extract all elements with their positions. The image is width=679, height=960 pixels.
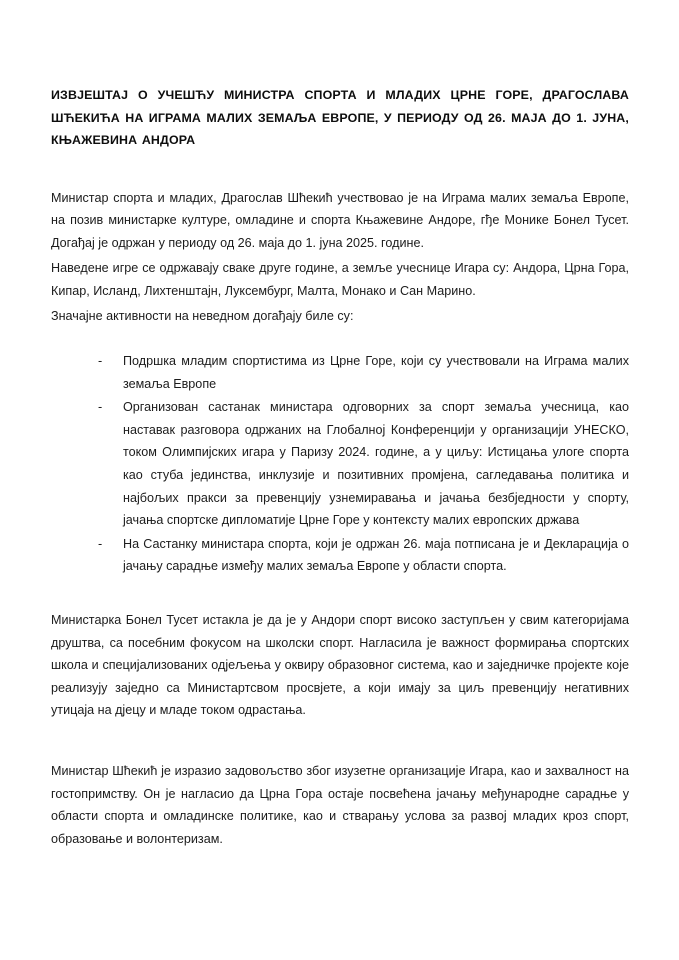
- spacer-before-list: [51, 328, 629, 350]
- list-item-label: Подршка младим спортистима из Црне Горе, који су учествовали на Играма малих земаља Европе: [123, 354, 629, 391]
- paragraph-intro: Министар спорта и младих, Драгослав Шћекић учествовао је на Играма малих земаља Европе, на позив министарке културе, омладине и спорта Књажевине Андоре, гђе Монике Бонел Тусет. Догађај је одржан у периоду од 26. маја до 1. јуна 2025. године.: [51, 190, 629, 250]
- bullet-marker-icon: -: [98, 354, 103, 369]
- paragraph-minister-tuset: Министарка Бонел Тусет истакла је да је у Андори спорт високо заступљен у свим категоријама друштва, са посебним фокусом на школски спорт. Нагласила је важност формирања спортских школа и специјализованих одјељења у оквиру образовног система, као и заједничке пројекте које реализују заједно са Министартсвом просвјете, а који имају за циљ превенцију негативних утицаја на дјецу и младе током одрастања.: [51, 613, 629, 718]
- list-item: [51, 350, 629, 395]
- spacer-before-closing: [51, 722, 629, 760]
- paragraph-closing: Министар Шћекић је изразио задовољство због изузетне организације Игара, као и захвалност на гостопримству. Он је нагласио да Црна Гора остаје посвећена јачању међународне сарадње у области спорта и омладинске политике, као и стварању услова за развој младих кроз спорт, образовање и волонтеризам.: [51, 763, 629, 846]
- bullet-marker-icon: -: [98, 536, 103, 551]
- spacer-title-body: [51, 152, 629, 187]
- document-title: ИЗВЈЕШТАЈ О УЧЕШЋУ МИНИСТРА СПОРТА И МЛАДИХ ЦРНЕ ГОРЕ, ДРАГОСЛАВА ШЋЕКИЋА НА ИГРАМА МАЛИХ ЗЕМАЉА ЕВРОПЕ, У ПЕРИОДУ ОД 26. МАЈА ДО 1. ЈУНА, КЊАЖЕВИНА АНДОРА: [51, 88, 629, 147]
- list-item-label: На Састанку министара спорта, који је одржан 26. маја потписана је и Декларација о јачању сарадње између малих земаља Европе у области спорта.: [123, 536, 629, 574]
- list-item: [51, 533, 629, 578]
- list-item: [51, 396, 629, 532]
- list-item-label: Организован састанак министара одговорних за спорт земаља учесница, као наставак разговора одржаних на Глобалној Конференцији у организацији УНЕСКО, током Олимпијских игара у Паризу 2024. године, а у циљу: Истицања улоге спорта као стуба јединства, инклузије и позитивних промјена, сагледавања политика и најбољих пракси за превенцију узнемиравања и јачања безбједности у спорту, јачања спортске дипломатије Црне Горе у контексту малих европских држава: [123, 400, 629, 528]
- activities-list: [51, 350, 629, 578]
- paragraph-activities-lead: Значајне активности на неведном догађају биле су:: [51, 309, 354, 324]
- spacer-after-list: [51, 579, 629, 609]
- paragraph-participants: Наведене игре се одржавају сваке друге године, а земље учеснице Игара су: Андора, Црна Гора, Кипар, Исланд, Лихтенштајн, Луксембург, Малта, Монако и Сан Марино.: [51, 261, 629, 298]
- bullet-marker-icon: -: [98, 400, 103, 415]
- document-content: [51, 84, 629, 850]
